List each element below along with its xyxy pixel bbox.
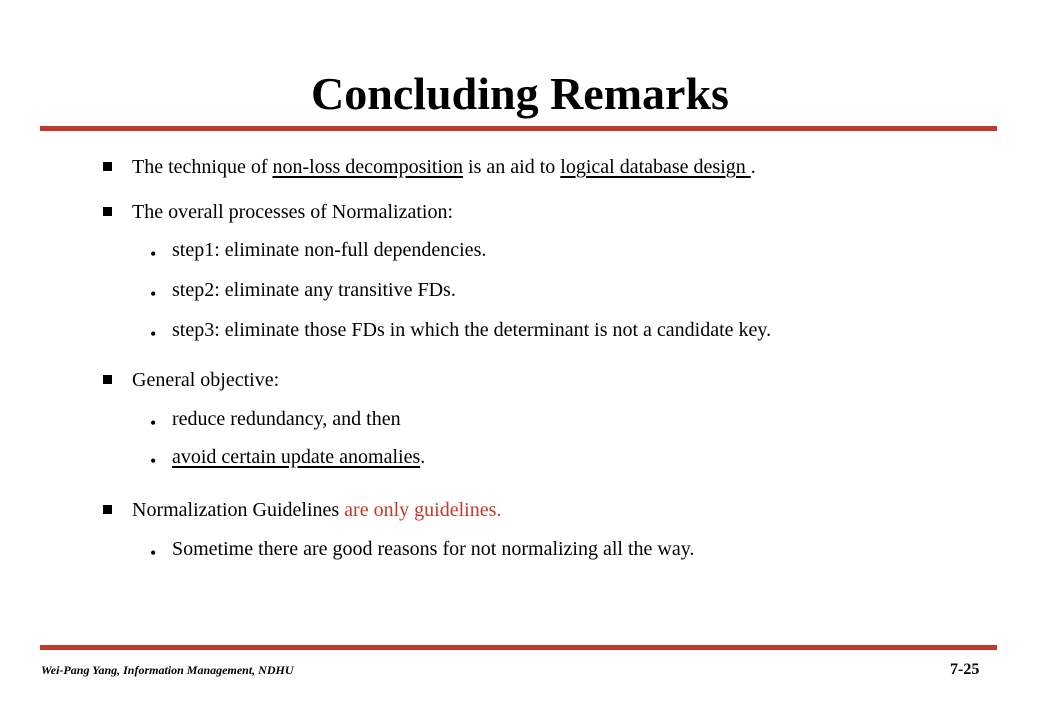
underlined-term: non-loss decomposition (272, 156, 464, 178)
underlined-term: avoid certain update anomalies (172, 446, 421, 468)
footer-author: Wei-Pang Yang, Information Management, NDHU (41, 663, 294, 677)
underlined-term: logical database design (560, 156, 751, 178)
title-divider (40, 126, 997, 131)
dot-bullet-icon: • (150, 543, 157, 563)
page-number: 7-25 (950, 661, 980, 678)
square-bullet-icon (103, 207, 112, 216)
dot-bullet-icon: • (150, 324, 157, 344)
slide-title: Concluding Remarks (311, 68, 729, 119)
bullet-text: The technique of non-loss decomposition is an aid to logical database design . (132, 156, 756, 178)
highlight-text: are only guidelines. (344, 499, 502, 521)
dot-bullet-icon: • (150, 413, 157, 433)
square-bullet-icon (103, 505, 112, 514)
dot-bullet-icon: • (150, 284, 157, 304)
square-bullet-icon (103, 162, 112, 171)
footer-divider (40, 645, 997, 650)
square-bullet-icon (103, 375, 112, 384)
dot-bullet-icon: • (150, 451, 157, 471)
dot-bullet-icon: • (150, 244, 157, 264)
